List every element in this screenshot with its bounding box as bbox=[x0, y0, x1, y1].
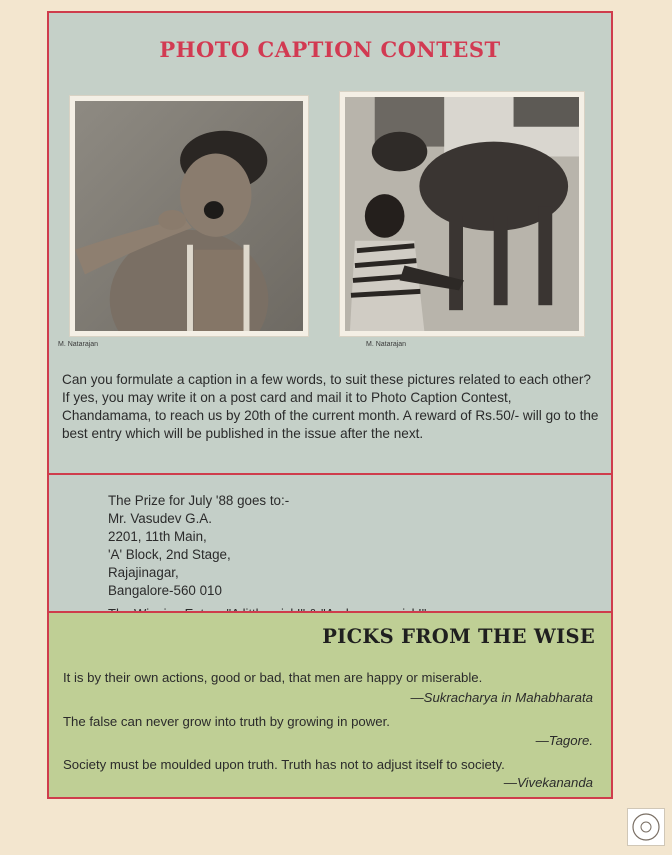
winner-address-line: 'A' Block, 2nd Stage, bbox=[108, 547, 231, 562]
page-frame bbox=[47, 11, 613, 799]
photo-boy-and-cow bbox=[339, 91, 585, 337]
winner-address-line: Rajajinagar, bbox=[108, 565, 179, 580]
picks-from-the-wise-section bbox=[49, 613, 611, 797]
photo-boy-brushing bbox=[69, 95, 309, 337]
photo-caption-contest-section bbox=[49, 13, 611, 474]
prize-winner-section bbox=[49, 475, 611, 611]
wise-title: PICKS FROM THE WISE bbox=[322, 625, 595, 648]
photo2-credit: M. Natarajan bbox=[366, 341, 407, 348]
quote-text: It is by their own actions, good or bad, that men are happy or miserable. bbox=[63, 670, 483, 685]
photo1-credit: M. Natarajan bbox=[58, 341, 99, 348]
quote-text: The false can never grow into truth by growing in power. bbox=[63, 714, 390, 729]
archive-stamp-icon bbox=[627, 808, 665, 846]
quote-author: —Vivekananda bbox=[503, 775, 593, 790]
prize-heading: The Prize for July '88 goes to:- bbox=[108, 493, 290, 508]
contest-title: PHOTO CAPTION CONTEST bbox=[159, 37, 501, 62]
quote-text: Society must be moulded upon truth. Truth has not to adjust itself to society. bbox=[63, 757, 505, 772]
winner-address-line: 2201, 11th Main, bbox=[108, 529, 207, 544]
boy-brushing-image bbox=[75, 101, 303, 331]
quote-author: —Sukracharya in Mahabharata bbox=[410, 690, 593, 705]
contest-instructions: Can you formulate a caption in a few words, to suit these pictures related to each other? If yes, you may write it on a post card and mail it to Photo Caption Contest, Chandamama, to reach us by 20th of the current month. A reward of Rs.50/- will go to the best entry which will be published in the issue after the next. bbox=[62, 372, 599, 441]
winner-name: Mr. Vasudev G.A. bbox=[108, 511, 212, 526]
winner-address-line: Bangalore-560 010 bbox=[108, 583, 222, 598]
quote-author: —Tagore. bbox=[535, 733, 593, 748]
boy-and-cow-image bbox=[345, 97, 579, 331]
